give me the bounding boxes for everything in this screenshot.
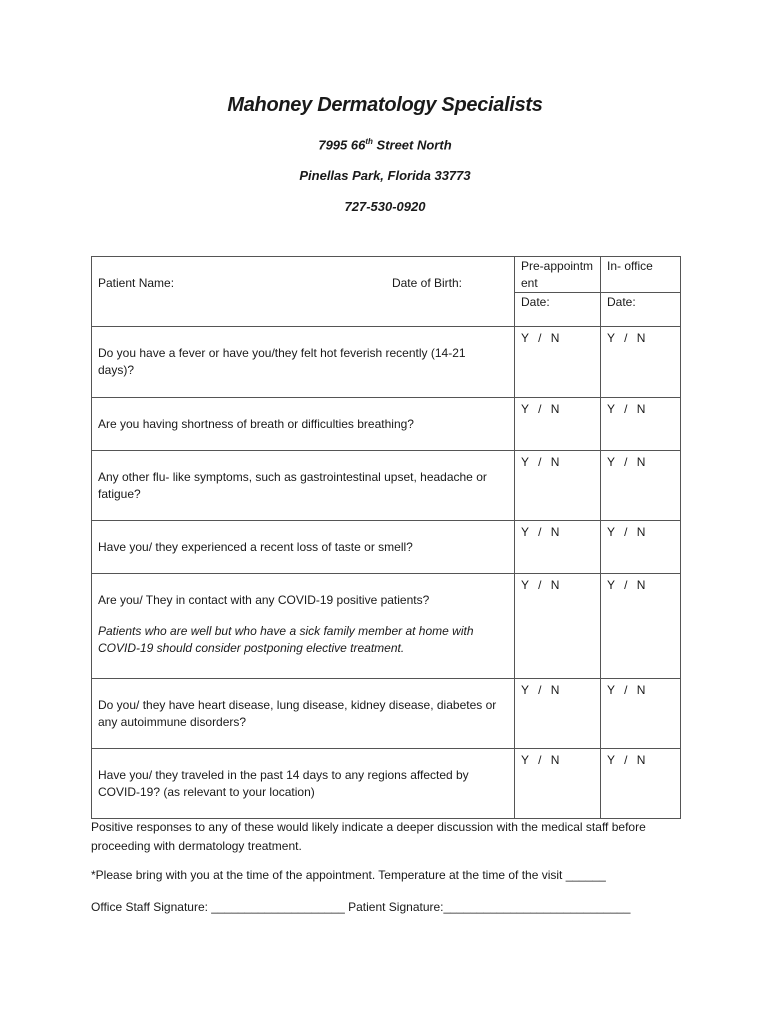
question-cell	[92, 327, 515, 398]
in-office-answer-yn[interactable]: Y / N	[607, 753, 646, 767]
question-row	[92, 521, 681, 574]
pre-answer-cell[interactable]	[515, 327, 601, 398]
question-cell	[92, 521, 515, 574]
question-text: Are you having shortness of breath or difficulties breathing?	[98, 417, 414, 431]
question-text: Do you have a fever or have you/they felt hot feverish recently (14-21 days)?	[98, 346, 466, 377]
pre-appointment-date-label: Date:	[521, 295, 550, 309]
signature-line[interactable]: Office Staff Signature: ____________________ Patient Signature:____________________________	[91, 900, 631, 914]
in-office-answer-cell[interactable]	[601, 398, 681, 451]
in-office-header	[601, 257, 681, 293]
positive-response-note: Positive responses to any of these would likely indicate a deeper discussion with the medical staff before proceeding with dermatology treatment.	[91, 820, 646, 853]
in-office-answer-yn[interactable]: Y / N	[607, 402, 646, 416]
street-suffix: th	[365, 137, 373, 146]
patient-info-cell	[92, 257, 515, 327]
dob-label: Date of Birth:	[391, 276, 462, 290]
pre-appointment-label: Pre-appointment	[521, 259, 594, 290]
question-row	[92, 327, 681, 398]
in-office-answer-cell[interactable]	[601, 574, 681, 679]
question-cell	[92, 749, 515, 819]
question-row	[92, 749, 681, 819]
pre-answer-cell[interactable]	[515, 749, 601, 819]
question-row	[92, 398, 681, 451]
in-office-answer-cell[interactable]	[601, 327, 681, 398]
address-city: Pinellas Park, Florida 33773	[299, 168, 471, 183]
pre-answer-yn[interactable]: Y / N	[521, 402, 560, 416]
pre-appointment-header	[515, 257, 601, 293]
in-office-answer-yn[interactable]: Y / N	[607, 683, 646, 697]
question-text: Have you/ they traveled in the past 14 days to any regions affected by COVID-19? (as relevant to your location)	[98, 768, 469, 799]
pre-answer-yn[interactable]: Y / N	[521, 331, 560, 345]
patient-name-label: Patient Name:	[98, 276, 175, 290]
question-text: Are you/ They in contact with any COVID-19 positive patients?	[98, 593, 430, 607]
in-office-answer-yn[interactable]: Y / N	[607, 455, 646, 469]
question-cell	[92, 574, 515, 679]
pre-answer-cell[interactable]	[515, 574, 601, 679]
pre-answer-cell[interactable]	[515, 521, 601, 574]
pre-appointment-date-cell	[515, 293, 601, 327]
address-street	[0, 137, 770, 152]
pre-answer-yn[interactable]: Y / N	[521, 683, 560, 697]
in-office-answer-cell[interactable]	[601, 749, 681, 819]
screening-table	[91, 256, 681, 819]
phone-number: 727-530-0920	[344, 199, 426, 214]
question-cell	[92, 398, 515, 451]
in-office-answer-yn[interactable]: Y / N	[607, 331, 646, 345]
in-office-answer-yn[interactable]: Y / N	[607, 578, 646, 592]
table-header-row	[92, 257, 681, 293]
question-row	[92, 451, 681, 521]
in-office-answer-yn[interactable]: Y / N	[607, 525, 646, 539]
in-office-date-label: Date:	[607, 295, 636, 309]
question-cell	[92, 679, 515, 749]
in-office-label: In- office	[607, 259, 653, 273]
in-office-answer-cell[interactable]	[601, 679, 681, 749]
pre-answer-cell[interactable]	[515, 679, 601, 749]
pre-answer-yn[interactable]: Y / N	[521, 525, 560, 539]
question-row	[92, 679, 681, 749]
street-name: Street North	[372, 137, 452, 153]
temperature-note: *Please bring with you at the time of the appointment. Temperature at the time of the visit ______	[91, 868, 606, 882]
in-office-answer-cell[interactable]	[601, 521, 681, 574]
pre-answer-cell[interactable]	[515, 398, 601, 451]
question-cell	[92, 451, 515, 521]
in-office-date-cell	[601, 293, 681, 327]
pre-answer-yn[interactable]: Y / N	[521, 578, 560, 592]
question-text: Have you/ they experienced a recent loss of taste or smell?	[98, 540, 413, 554]
question-row	[92, 574, 681, 679]
street-number: 7995 66	[318, 137, 366, 153]
question-note: Patients who are well but who have a sick family member at home with COVID-19 should consider postponing elective treatment.	[98, 624, 474, 655]
question-text: Do you/ they have heart disease, lung disease, kidney disease, diabetes or any autoimmune disorders?	[98, 698, 497, 729]
practice-name: Mahoney Dermatology Specialists	[227, 94, 543, 116]
pre-answer-cell[interactable]	[515, 451, 601, 521]
question-text: Any other flu- like symptoms, such as gastrointestinal upset, headache or fatigue?	[98, 470, 487, 501]
pre-answer-yn[interactable]: Y / N	[521, 455, 560, 469]
in-office-answer-cell[interactable]	[601, 451, 681, 521]
pre-answer-yn[interactable]: Y / N	[521, 753, 560, 767]
